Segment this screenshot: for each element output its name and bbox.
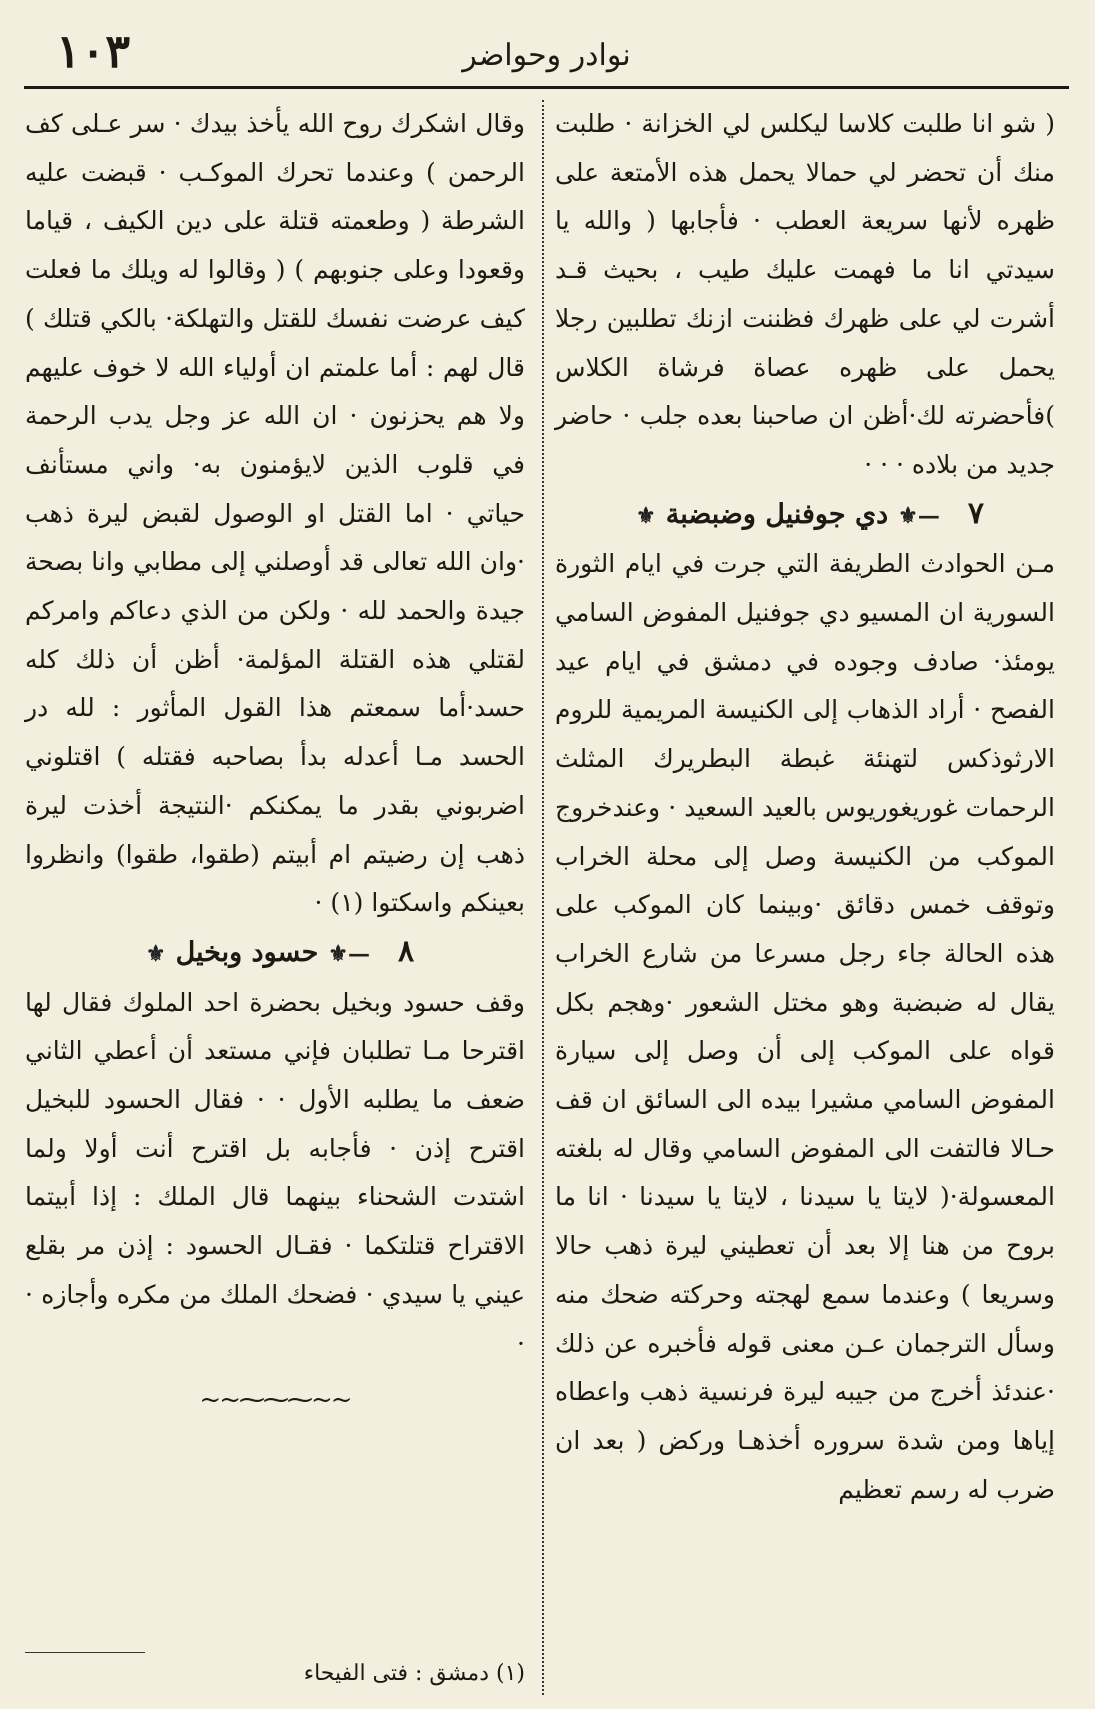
page-number: ١٠٣ <box>56 24 131 78</box>
running-head: نوادر وحواضر <box>462 38 631 73</box>
column-divider <box>542 100 544 1695</box>
paragraph: مـن الحوادث الطريفة التي جرت في ايام الثورة السورية ان المسيو دي جوفنيل المفوض السامي يومئذ· صادف وجوده في دمشق في ايام عيد الفصح · أراد الذهاب إلى الكنيسة المريمية للروم الارثوذكس لتهنئة غبطة البطريرك المثلث الرحمات غوريغوريوس بالعيد السعيد · وعندخروج الموكب من الكنيسة وصل إلى محلة الخراب وتوقف خمس دقائق ·وبينما كان الموكب على هذه الحالة جاء رجل مسرعا من شارع الخراب يقال له ضبضبة وهو مختل الشعور ·وهجم بكل قواه على الموكب إلى أن وصل إلى سيارة المفوض السامي مشيرا بيده الى السائق ان قف حـالا فالتفت الى المفوض السامي وقال له بلغته المعسولة·( لايتا يا سيدنا ، لايتا يا سيدنا · انا ما بروح من هنا إلا بعد أن تعطيني ليرة ذهب حالا وسريعا ) وعندما سمع لهجته وحركته ضحك منه وسأل الترجمان عـن معنى قوله فأخبره عن ذلك ·عندئذ أخرج من جيبه ليرة فرنسية ذهب واعطاه إياها ومن شدة سروره أخذهـا وركض ( بعد ان ضرب له رسم تعظيم <box>555 549 1055 1504</box>
left-column <box>25 100 525 1425</box>
section-number: ٨ <box>398 933 415 969</box>
section-number: ٧ <box>967 495 984 531</box>
ornament-icon: ⚜ <box>145 940 166 967</box>
page-header <box>24 18 1069 88</box>
footnote-rule <box>25 1652 145 1653</box>
section-heading-8 <box>25 928 525 979</box>
section-title: دي جوفنيل وضبضبة <box>665 498 889 530</box>
header-rule <box>24 86 1069 89</box>
ornament-icon: —⚜ <box>328 940 371 967</box>
paragraph: وقف حسود وبخيل بحضرة احد الملوك فقال لها اقترحا مـا تطلبان فإني مستعد أن أعطي الثاني ضعف ما يطلبه الأول · · فقال الحسود للبخيل اقترح إذن · فأجابه بل اقترح أنت أولا ولما اشتدت الشحناء بينهما قال الملك : إذا أبيتما الاقتراح قتلتكما · فقـال الحسود : إذن مر بقلع عيني يا سيدي · فضحك الملك من مكره وأجازه · · <box>25 987 525 1358</box>
end-ornament: ~~⁓⁓⁓~~ <box>199 1385 351 1416</box>
paragraph: ( شو انا طلبت كلاسا ليكلس لي الخزانة · طلبت منك أن تحضر لي حمالا يحمل هذه الأمتعة على ظهره لأنها سريعة العطب · فأجابها ( والله يا سيدتي انا ما فهمت عليك طيب ، بحيث قـد أشرت لي على ظهرك فظننت ازنك تطلبين رجلا يحمل على ظهره عصاة فرشاة الكلاس )فأحضرته لك·أظن ان صاحبنا بعده جلب · حاضر جديد من بلاده · · · <box>555 109 1055 479</box>
section-heading-7 <box>555 490 1055 541</box>
paragraph: وقال اشكرك روح الله يأخذ بيدك · سر عـلى كف الرحمن ) وعندما تحرك الموكـب · قبضت عليه الشرطة ( وطعمته قتلة على دين الكيف ، قياما وقعودا وعلى جنوبهم ) ( وقالوا له ويلك ما فعلت كيف عرضت نفسك للقتل والتهلكة· بالكي قتلك ) قال لهم : أما علمتم ان أولياء الله لا خوف عليهم ولا هم يحزنون · ان الله عز وجل يدب الرحمة في قلوب الذين لايؤمنون به· واني مستأنف حياتي · اما القتل او الوصول لقبض ليرة ذهب ·وان الله تعالى قد أوصلني إلى مطابي وانا بصحة جيدة والحمد لله · ولكن من الذي دعاكم وامركم لقتلي هذه القتلة المؤلمة· أظن أن ذلك كله حسد·أما سمعتم هذا القول المأثور : لله در الحسد مـا أعدله بدأ بصاحبه فقتله ) اقتلوني اضربوني بقدر ما يمكنكم ·النتيجة أخذت ليرة ذهب إن رضيتم ام أبيتم (طقوا، طقوا) وانظروا بعينكم واسكتوا (١) · <box>25 109 525 918</box>
ornament-icon: ⚜ <box>636 502 656 529</box>
section-title: حسود وبخيل <box>175 936 319 968</box>
footnote: (١) دمشق : فتى الفيحاء <box>303 1661 525 1686</box>
ornament-icon: —⚜ <box>898 502 940 529</box>
right-column <box>555 100 1055 1514</box>
